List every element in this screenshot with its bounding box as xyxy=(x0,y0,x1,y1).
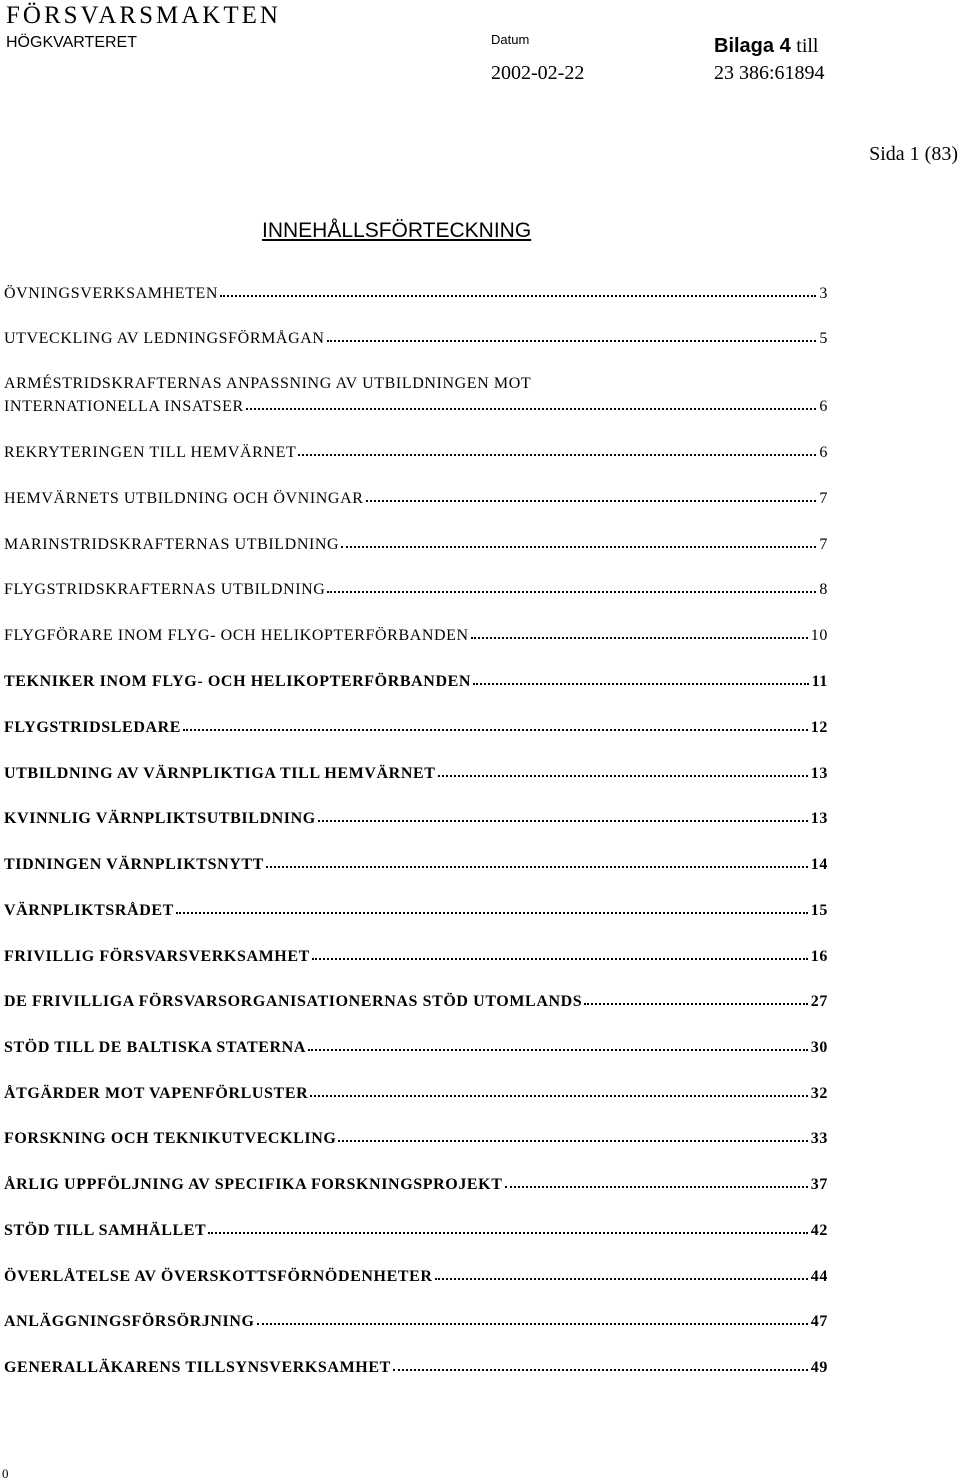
toc-entry-title: FLYGFÖRARE INOM FLYG- OCH HELIKOPTERFÖRBANDEN xyxy=(4,627,469,644)
toc-entry-title: UTVECKLING AV LEDNINGSFÖRMÅGAN xyxy=(4,330,325,347)
attachment-number: Bilaga 4 xyxy=(714,35,791,57)
dot-leader xyxy=(308,1035,808,1051)
toc-entry[interactable] xyxy=(4,1356,828,1379)
toc-entry-title: KVINNLIG VÄRNPLIKTSUTBILDNING xyxy=(4,810,316,827)
toc-entry-page: 10 xyxy=(810,627,828,644)
toc-entry[interactable] xyxy=(4,899,828,922)
toc-entry-title: VÄRNPLIKTSRÅDET xyxy=(4,902,174,919)
toc-entry[interactable] xyxy=(4,1310,828,1333)
toc-entry-title: FLYGSTRIDSLEDARE xyxy=(4,719,182,736)
toc-entry[interactable] xyxy=(4,282,828,305)
footer-mark: 0 xyxy=(2,1466,9,1481)
toc-entry[interactable] xyxy=(4,533,828,556)
toc-entry-page: 42 xyxy=(810,1222,828,1239)
dot-leader xyxy=(338,1126,807,1142)
toc-entry-title: UTBILDNING AV VÄRNPLIKTIGA TILL HEMVÄRNET xyxy=(4,765,436,782)
toc-entry[interactable] xyxy=(4,624,828,647)
dot-leader xyxy=(220,281,816,297)
toc-entry-title: ÅRLIG UPPFÖLJNING AV SPECIFIKA FORSKNINGSPROJEKT xyxy=(4,1176,503,1193)
dot-leader xyxy=(327,577,816,593)
toc-entry[interactable] xyxy=(4,990,828,1013)
toc-entry-page: 49 xyxy=(810,1359,828,1376)
toc-entry-page: 30 xyxy=(810,1039,828,1056)
toc-entry-title: FLYGSTRIDSKRAFTERNAS UTBILDNING xyxy=(4,581,326,598)
toc-entry[interactable] xyxy=(4,578,828,601)
page-title: INNEHÅLLSFÖRTECKNING xyxy=(262,219,532,242)
toc-entry-title: ÅTGÄRDER MOT VAPENFÖRLUSTER xyxy=(4,1085,309,1102)
unit-name: HÖGKVARTERET xyxy=(6,34,137,51)
dot-leader xyxy=(584,989,808,1005)
toc-entry-title: STÖD TILL DE BALTISKA STATERNA xyxy=(4,1039,306,1056)
dot-leader xyxy=(312,944,808,960)
dot-leader xyxy=(438,761,808,777)
toc-entry-title: REKRYTERINGEN TILL HEMVÄRNET xyxy=(4,444,297,461)
toc-entry-title: ÖVERLÅTELSE AV ÖVERSKOTTSFÖRNÖDENHETER xyxy=(4,1268,433,1285)
toc-entry-page: 7 xyxy=(819,536,828,553)
dot-leader xyxy=(471,623,808,639)
toc-entry[interactable] xyxy=(4,716,828,739)
dot-leader xyxy=(366,486,817,502)
toc-entry[interactable] xyxy=(4,1173,828,1196)
toc-entry[interactable] xyxy=(4,1036,828,1059)
toc-entry[interactable] xyxy=(4,853,828,876)
dot-leader xyxy=(341,532,816,548)
date-label: Datum xyxy=(491,32,530,47)
attachment-till: till xyxy=(796,35,819,57)
toc-entry[interactable] xyxy=(4,1265,828,1288)
toc-entry-title: STÖD TILL SAMHÄLLET xyxy=(4,1222,207,1239)
toc-entry[interactable] xyxy=(4,327,828,350)
toc-entry-title: FORSKNING OCH TEKNIKUTVECKLING xyxy=(4,1130,337,1147)
document-date: 2002-02-22 xyxy=(491,62,585,84)
toc-entry-page: 27 xyxy=(810,993,828,1010)
dot-leader xyxy=(327,326,817,342)
toc-entry-page: 3 xyxy=(819,285,828,302)
dot-leader xyxy=(473,669,809,685)
toc-entry-title: HEMVÄRNETS UTBILDNING OCH ÖVNINGAR xyxy=(4,490,364,507)
dot-leader xyxy=(266,852,808,868)
toc-entry-page: 37 xyxy=(810,1176,828,1193)
toc-entry-title: FRIVILLIG FÖRSVARSVERKSAMHET xyxy=(4,948,310,965)
toc-entry[interactable] xyxy=(4,807,828,830)
toc-entry[interactable] xyxy=(4,441,828,464)
toc-entry-title: TIDNINGEN VÄRNPLIKTSNYTT xyxy=(4,856,264,873)
page-number: Sida 1 (83) xyxy=(869,143,958,165)
toc-entry-page: 6 xyxy=(819,398,828,415)
toc-entry[interactable] xyxy=(4,762,828,785)
toc-entry-page: 13 xyxy=(810,765,828,782)
toc-entry-page: 7 xyxy=(819,490,828,507)
toc-entry-page: 13 xyxy=(810,810,828,827)
toc-entry[interactable] xyxy=(4,1127,828,1150)
toc-entry[interactable] xyxy=(4,670,828,693)
attachment-label xyxy=(714,33,819,59)
toc-entry[interactable] xyxy=(4,1219,828,1242)
dot-leader xyxy=(208,1218,808,1234)
toc-entry-page: 5 xyxy=(819,330,828,347)
dot-leader xyxy=(257,1309,808,1325)
toc-entry[interactable] xyxy=(4,1082,828,1105)
toc-entry-page: 12 xyxy=(810,719,828,736)
toc-entry-page: 33 xyxy=(810,1130,828,1147)
toc-entry-page: 11 xyxy=(811,673,828,690)
toc-entry-title: INTERNATIONELLA INSATSER xyxy=(4,398,244,415)
dot-leader xyxy=(183,715,808,731)
toc-entry-page: 14 xyxy=(810,856,828,873)
reference-number: 23 386:61894 xyxy=(714,62,825,84)
dot-leader xyxy=(435,1264,808,1280)
dot-leader xyxy=(393,1355,808,1371)
toc-entry-page: 6 xyxy=(819,444,828,461)
toc-entry-page: 32 xyxy=(810,1085,828,1102)
toc-entry[interactable] xyxy=(4,373,828,418)
toc-entry[interactable] xyxy=(4,945,828,968)
dot-leader xyxy=(298,440,816,456)
toc-entry-page: 47 xyxy=(810,1313,828,1330)
toc-entry-title: TEKNIKER INOM FLYG- OCH HELIKOPTERFÖRBANDEN xyxy=(4,673,472,690)
dot-leader xyxy=(176,898,808,914)
toc-entry-title: DE FRIVILLIGA FÖRSVARSORGANISATIONERNAS STÖD UTOMLANDS xyxy=(4,993,583,1010)
toc-entry[interactable] xyxy=(4,487,828,510)
toc-entry-title: ÖVNINGSVERKSAMHETEN xyxy=(4,285,219,302)
dot-leader xyxy=(246,394,817,410)
dot-leader xyxy=(310,1081,808,1097)
toc-entry-title: GENERALLÄKARENS TILLSYNSVERKSAMHET xyxy=(4,1359,391,1376)
toc-entry-title: MARINSTRIDSKRAFTERNAS UTBILDNING xyxy=(4,536,340,553)
toc-entry-page: 8 xyxy=(819,581,828,598)
toc-entry-title-line1: ARMÉSTRIDSKRAFTERNAS ANPASSNING AV UTBILDNINGEN MOT xyxy=(4,375,532,392)
org-logo: FÖRSVARSMAKTEN xyxy=(6,2,281,29)
toc-entry-title: ANLÄGGNINGSFÖRSÖRJNING xyxy=(4,1313,255,1330)
toc-entry-page: 44 xyxy=(810,1268,828,1285)
dot-leader xyxy=(318,806,808,822)
dot-leader xyxy=(505,1172,808,1188)
toc-entry-page: 16 xyxy=(810,948,828,965)
toc-entry-page: 15 xyxy=(810,902,828,919)
